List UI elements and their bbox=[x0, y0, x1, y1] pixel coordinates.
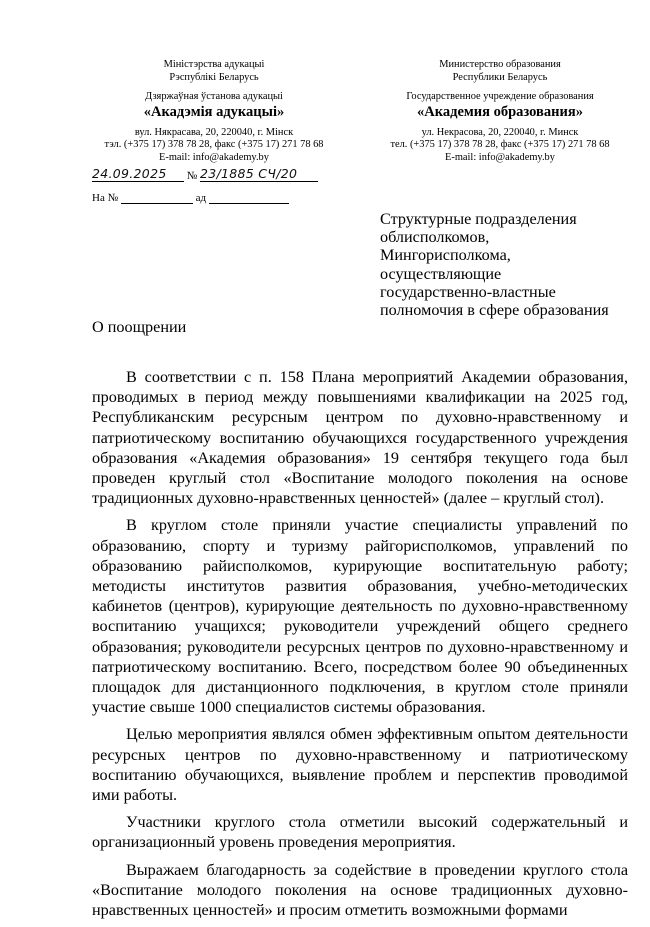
addressee-line: полномочия в сфере образования bbox=[380, 301, 609, 320]
letterhead-belarusian bbox=[96, 59, 332, 165]
letterhead-russian bbox=[380, 59, 620, 165]
institution-name: «Академия образования» bbox=[417, 103, 583, 120]
email: E-mail: info@akademy.by bbox=[159, 151, 269, 163]
reply-reference bbox=[92, 192, 289, 204]
body-paragraph: В круглом столе приняли участие специалисты управлений по образованию, спорту и туризму райгорисполкомов, управлений по образованию райисполкомов, курирующие воспитательную работу; методисты институтов развития образования, учебно-методических кабинетов (центров), курирующие деятельность по духовно-нравственному воспитанию учащихся; руководители учреждений общего среднего образования; руководители ресурсных центров по духовно-нравственному и патриотическому воспитанию. Всего, посредством более 90 объединенных площадок для дистанционного подключения, в круглом столе приняли участие свыше 1000 специалистов системы образования. bbox=[92, 516, 628, 717]
body-paragraph: Выражаем благодарность за содействие в проведении круглого стола «Воспитание молодого поколения на основе традиционных духовно-нравственных ценностей» и просим отметить возможными формами bbox=[92, 860, 628, 920]
institution-type: Дзяржаўная ўстанова адукацыі bbox=[145, 91, 283, 103]
body-paragraph: Участники круглого стола отметили высокий содержательный и организационный уровень проведения мероприятия. bbox=[92, 813, 628, 852]
registration-number: 23/1885 СЧ/20 bbox=[200, 166, 318, 182]
reply-date-blank bbox=[209, 192, 289, 204]
number-label: № bbox=[186, 170, 198, 182]
from-label: ад bbox=[195, 192, 207, 204]
reply-number-blank bbox=[121, 192, 193, 204]
addressee-line: Структурные подразделения bbox=[380, 210, 577, 228]
address: вул. Някрасава, 20, 220040, г. Мінск bbox=[134, 126, 294, 138]
ministry-line1: Министерство образования bbox=[439, 59, 561, 70]
email: E-mail: info@akademy.by bbox=[445, 151, 555, 163]
body-paragraph: Целью мероприятия являлся обмен эффективным опытом деятельности ресурсных центров по духовно-нравственному и патриотическому воспитанию обучающихся, выявление проблем и перспектив проводимой ими работы. bbox=[92, 725, 628, 805]
registration-date: 24.09.2025 bbox=[92, 166, 184, 182]
registration-date-number bbox=[92, 166, 318, 182]
addressee-line: государственно-властные bbox=[380, 282, 556, 301]
letter-body bbox=[92, 367, 628, 927]
addressee-line: осуществляющие bbox=[380, 264, 502, 283]
reply-label: На № bbox=[92, 192, 119, 204]
ministry-line1: Міністэрства адукацыі bbox=[163, 59, 265, 70]
ministry-line2: Республики Беларусь bbox=[452, 71, 548, 83]
addressee-line: Мингорисполкома, bbox=[380, 246, 511, 265]
phone-fax: тел. (+375 17) 378 78 28, факс (+375 17) 271 78 68 bbox=[390, 139, 610, 151]
addressee-block bbox=[380, 210, 630, 319]
address: ул. Некрасова, 20, 220040, г. Минск bbox=[421, 126, 579, 138]
phone-fax: тэл. (+375 17) 378 78 28, факс (+375 17) 271 78 68 bbox=[104, 139, 324, 151]
addressee-line: облисполкомов, bbox=[380, 228, 490, 247]
letter-subject: О поощрении bbox=[92, 318, 187, 336]
body-paragraph: В соответствии с п. 158 Плана мероприятий Академии образования, проводимых в период между повышениями квалификации на 2025 год, Республиканским ресурсным центром по духовно-нравственному и патриотическому воспитанию обучающихся государственного учреждения образования «Академия образования» 19 сентября текущего года был проведен круглый стол «Воспитание молодого поколения на основе традиционных духовно-нравственных ценностей» (далее – круглый стол). bbox=[92, 368, 628, 508]
ministry-line2: Рэспублікі Беларусь bbox=[169, 71, 259, 83]
institution-name: «Акадэмія адукацыі» bbox=[143, 103, 285, 120]
institution-type: Государственное учреждение образования bbox=[406, 91, 594, 103]
